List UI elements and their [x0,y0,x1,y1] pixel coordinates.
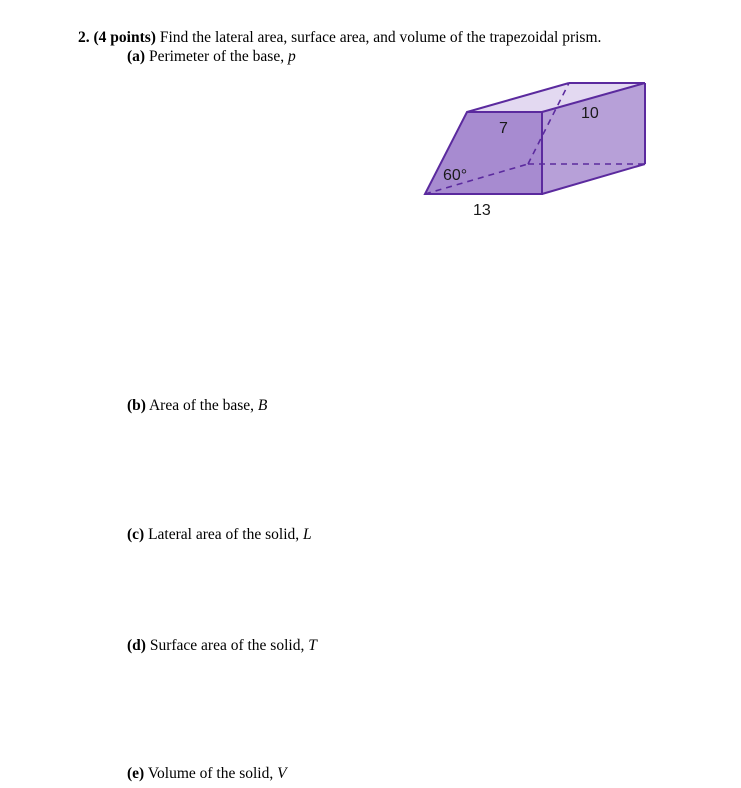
part-d-letter: (d) [127,637,146,654]
depth-label: 10 [581,105,599,122]
question-prompt: Find the lateral area, surface area, and volume of the trapezoidal prism. [159,29,602,46]
bottom-edge-label: 13 [473,202,491,218]
part-e [127,765,287,783]
trapezoidal-prism-figure [421,70,657,218]
question-heading [78,29,601,47]
part-e-letter: (e) [127,765,145,782]
part-d [127,637,317,655]
part-a [127,48,296,66]
prism-diagram [421,70,657,218]
part-a-letter: (a) [127,48,146,65]
part-b-variable: B [257,397,268,414]
part-e-variable: V [277,765,287,782]
part-c-text: Lateral area of the solid, [148,526,300,543]
part-c-variable: L [303,526,312,543]
part-c-letter: (c) [127,526,145,543]
part-b-letter: (b) [127,397,146,414]
part-b [127,397,267,415]
angle-label: 60° [443,167,468,184]
part-d-text: Surface area of the solid, [149,637,305,654]
part-a-variable: p [287,48,296,65]
part-b-text: Area of the base, [148,397,254,414]
top-edge-label: 7 [499,120,508,137]
question-number: 2. [78,29,90,46]
question-points: (4 points) [93,29,156,46]
part-d-variable: T [308,637,317,654]
part-e-text: Volume of the solid, [147,765,274,782]
part-c [127,526,312,544]
part-a-text: Perimeter of the base, [148,48,285,65]
